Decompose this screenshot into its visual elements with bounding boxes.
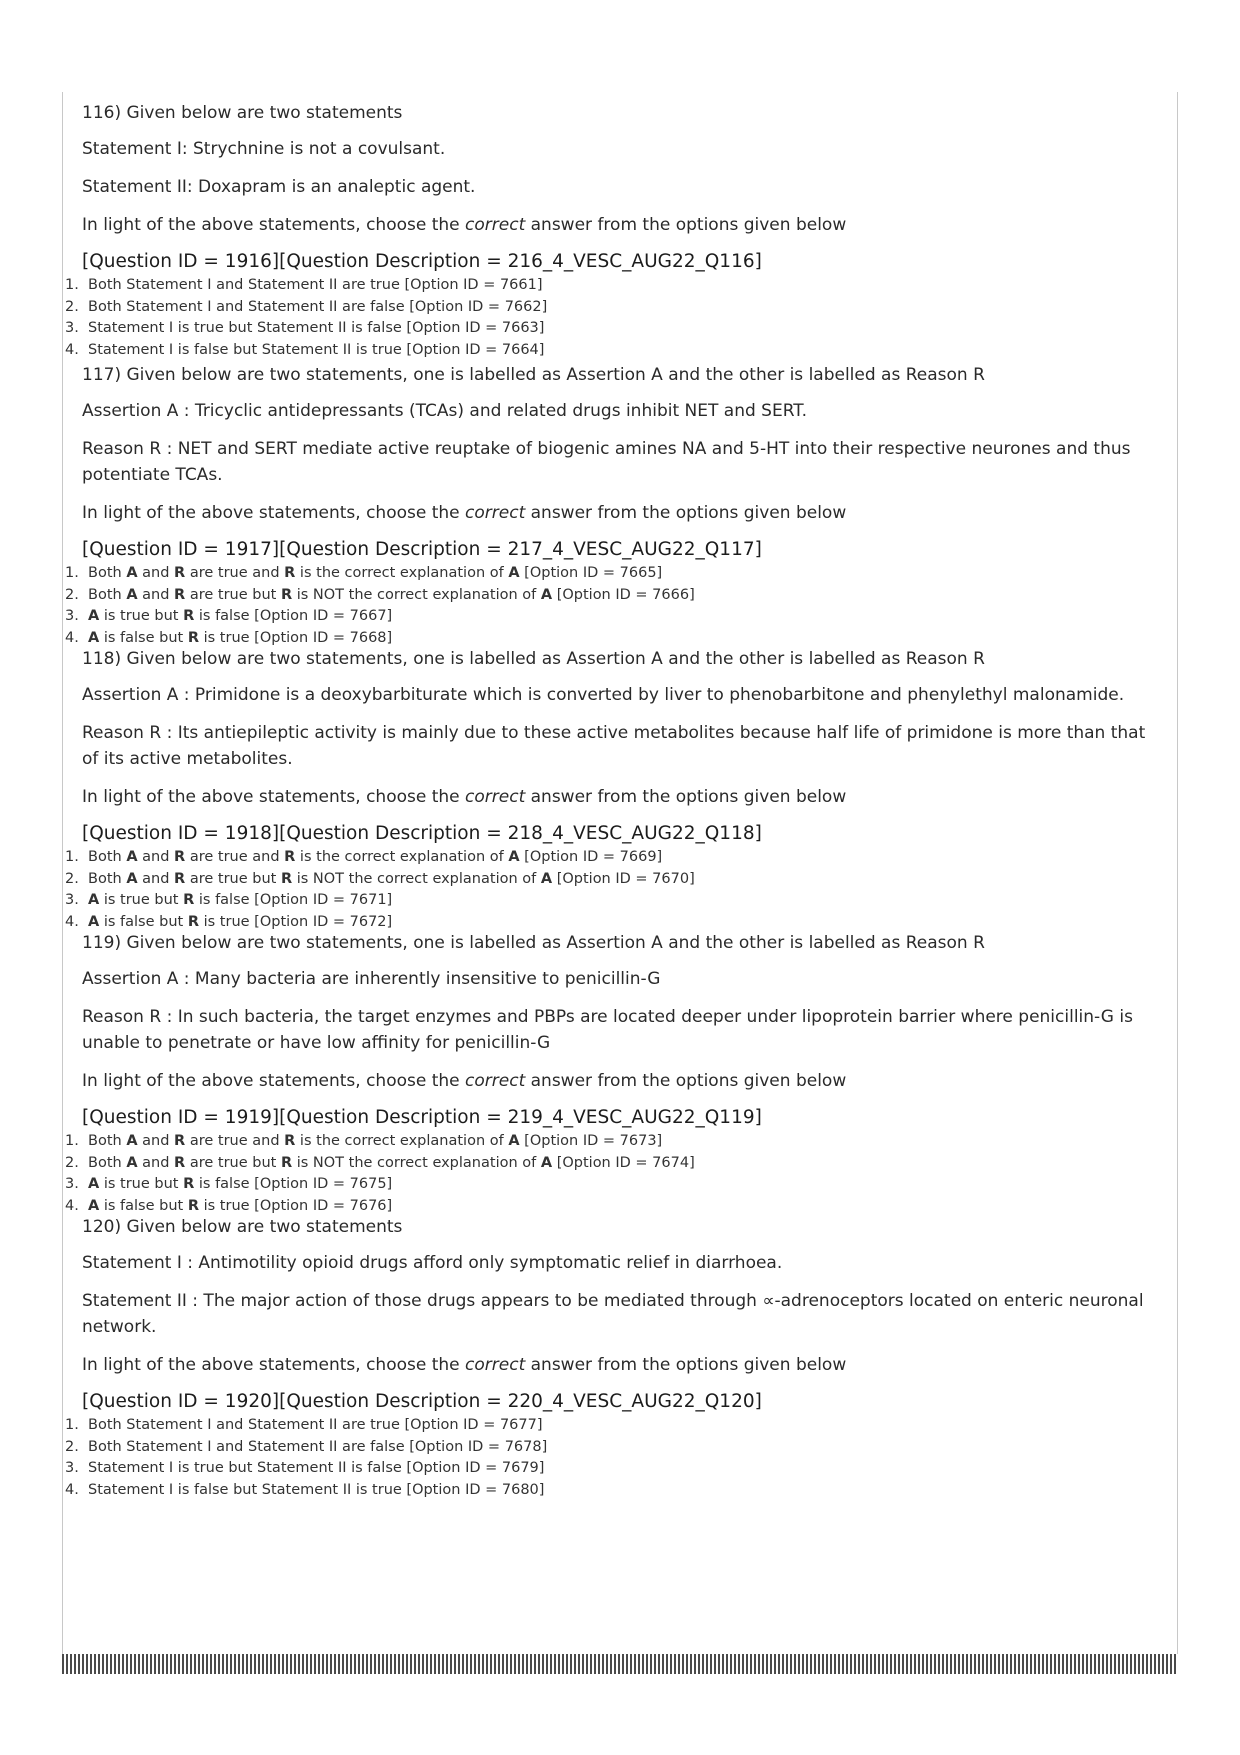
option-item: 1. Both Statement I and Statement II are true [Option ID = 7677] <box>65 1417 543 1433</box>
reason-line: Reason R : NET and SERT mediate active reuptake of biogenic amines NA and 5-HT into their respective neurones and thus potentiate TCAs. <box>82 439 1131 485</box>
question-id-line: [Question ID = 1916][Question Description = 216_4_VESC_AUG22_Q116] <box>82 251 762 272</box>
reason-line: Reason R : In such bacteria, the target enzymes and PBPs are located deeper under lipoprotein barrier where penicillin-G is unable to penetrate or have low affinity for penicillin-G <box>82 1007 1133 1053</box>
instruction-line: In light of the above statements, choose the correct answer from the options given below <box>82 787 847 807</box>
question-116 <box>65 100 1167 361</box>
question-id-line: [Question ID = 1917][Question Description = 217_4_VESC_AUG22_Q117] <box>82 539 762 560</box>
option-item: 1. Both A and R are true and R is the correct explanation of A [Option ID = 7665] <box>65 565 663 581</box>
option-item: 4. A is false but R is true [Option ID = 7676] <box>65 1197 393 1214</box>
page-barcode-strip <box>62 1654 1178 1674</box>
options-list <box>65 847 1167 933</box>
statement-line: Statement I: Strychnine is not a covulsant. <box>82 139 446 159</box>
option-item: 4. Statement I is false but Statement II is true [Option ID = 7680] <box>65 1481 545 1498</box>
options-list <box>65 1131 1167 1217</box>
question-heading: 118) Given below are two statements, one is labelled as Assertion A and the other is labelled as Reason R <box>82 649 985 669</box>
options-list <box>65 563 1167 649</box>
assertion-line: Assertion A : Many bacteria are inherently insensitive to penicillin-G <box>82 969 661 989</box>
question-id-line: [Question ID = 1920][Question Description = 220_4_VESC_AUG22_Q120] <box>82 1391 762 1412</box>
question-heading: 120) Given below are two statements <box>82 1217 403 1237</box>
instruction-line: In light of the above statements, choose the correct answer from the options given below <box>82 215 847 235</box>
instruction-line: In light of the above statements, choose the correct answer from the options given below <box>82 1355 847 1375</box>
option-item: 1. Both Statement I and Statement II are true [Option ID = 7661] <box>65 277 543 293</box>
option-item: 4. A is false but R is true [Option ID = 7672] <box>65 913 393 930</box>
question-id-line: [Question ID = 1919][Question Description = 219_4_VESC_AUG22_Q119] <box>82 1107 762 1128</box>
question-119 <box>65 930 1167 1217</box>
option-item: 4. Statement I is false but Statement II is true [Option ID = 7664] <box>65 341 545 358</box>
option-item: 2. Both A and R are true but R is NOT the correct explanation of A [Option ID = 7666] <box>65 586 695 603</box>
option-item: 4. A is false but R is true [Option ID = 7668] <box>65 629 393 646</box>
assertion-line: Assertion A : Tricyclic antidepressants (TCAs) and related drugs inhibit NET and SERT. <box>82 401 808 421</box>
option-item: 3. A is true but R is false [Option ID = 7675] <box>65 1176 393 1192</box>
question-118 <box>65 646 1167 933</box>
statement-line: Statement I : Antimotility opioid drugs afford only symptomatic relief in diarrhoea. <box>82 1253 783 1273</box>
option-item: 2. Both A and R are true but R is NOT the correct explanation of A [Option ID = 7670] <box>65 870 695 887</box>
options-list <box>65 275 1167 361</box>
instruction-line: In light of the above statements, choose the correct answer from the options given below <box>82 503 847 523</box>
question-heading: 117) Given below are two statements, one is labelled as Assertion A and the other is labelled as Reason R <box>82 365 985 385</box>
option-item: 2. Both A and R are true but R is NOT the correct explanation of A [Option ID = 7674] <box>65 1154 695 1171</box>
option-item: 2. Both Statement I and Statement II are false [Option ID = 7662] <box>65 298 548 315</box>
option-item: 3. Statement I is true but Statement II is false [Option ID = 7663] <box>65 320 545 336</box>
question-id-line: [Question ID = 1918][Question Description = 218_4_VESC_AUG22_Q118] <box>82 823 762 844</box>
option-item: 3. A is true but R is false [Option ID = 7667] <box>65 608 393 624</box>
option-item: 3. A is true but R is false [Option ID = 7671] <box>65 892 393 908</box>
question-117 <box>65 362 1167 649</box>
options-list <box>65 1415 1167 1501</box>
question-heading: 119) Given below are two statements, one is labelled as Assertion A and the other is labelled as Reason R <box>82 933 985 953</box>
reason-line: Reason R : Its antiepileptic activity is mainly due to these active metabolites because half life of primidone is more than that of its active metabolites. <box>82 723 1146 769</box>
instruction-line: In light of the above statements, choose the correct answer from the options given below <box>82 1071 847 1091</box>
question-120 <box>65 1214 1167 1501</box>
assertion-line: Assertion A : Primidone is a deoxybarbiturate which is converted by liver to phenobarbitone and phenylethyl malonamide. <box>82 685 1125 705</box>
statement-line: Statement II : The major action of those drugs appears to be mediated through ∝-adrenoceptors located on enteric neuronal network. <box>82 1291 1144 1337</box>
option-item: 1. Both A and R are true and R is the correct explanation of A [Option ID = 7673] <box>65 1133 663 1149</box>
statement-line: Statement II: Doxapram is an analeptic agent. <box>82 177 476 197</box>
option-item: 2. Both Statement I and Statement II are false [Option ID = 7678] <box>65 1438 548 1455</box>
question-heading: 116) Given below are two statements <box>82 103 403 123</box>
option-item: 1. Both A and R are true and R is the correct explanation of A [Option ID = 7669] <box>65 849 663 865</box>
option-item: 3. Statement I is true but Statement II is false [Option ID = 7679] <box>65 1460 545 1476</box>
question-paper-page <box>62 92 1178 1658</box>
